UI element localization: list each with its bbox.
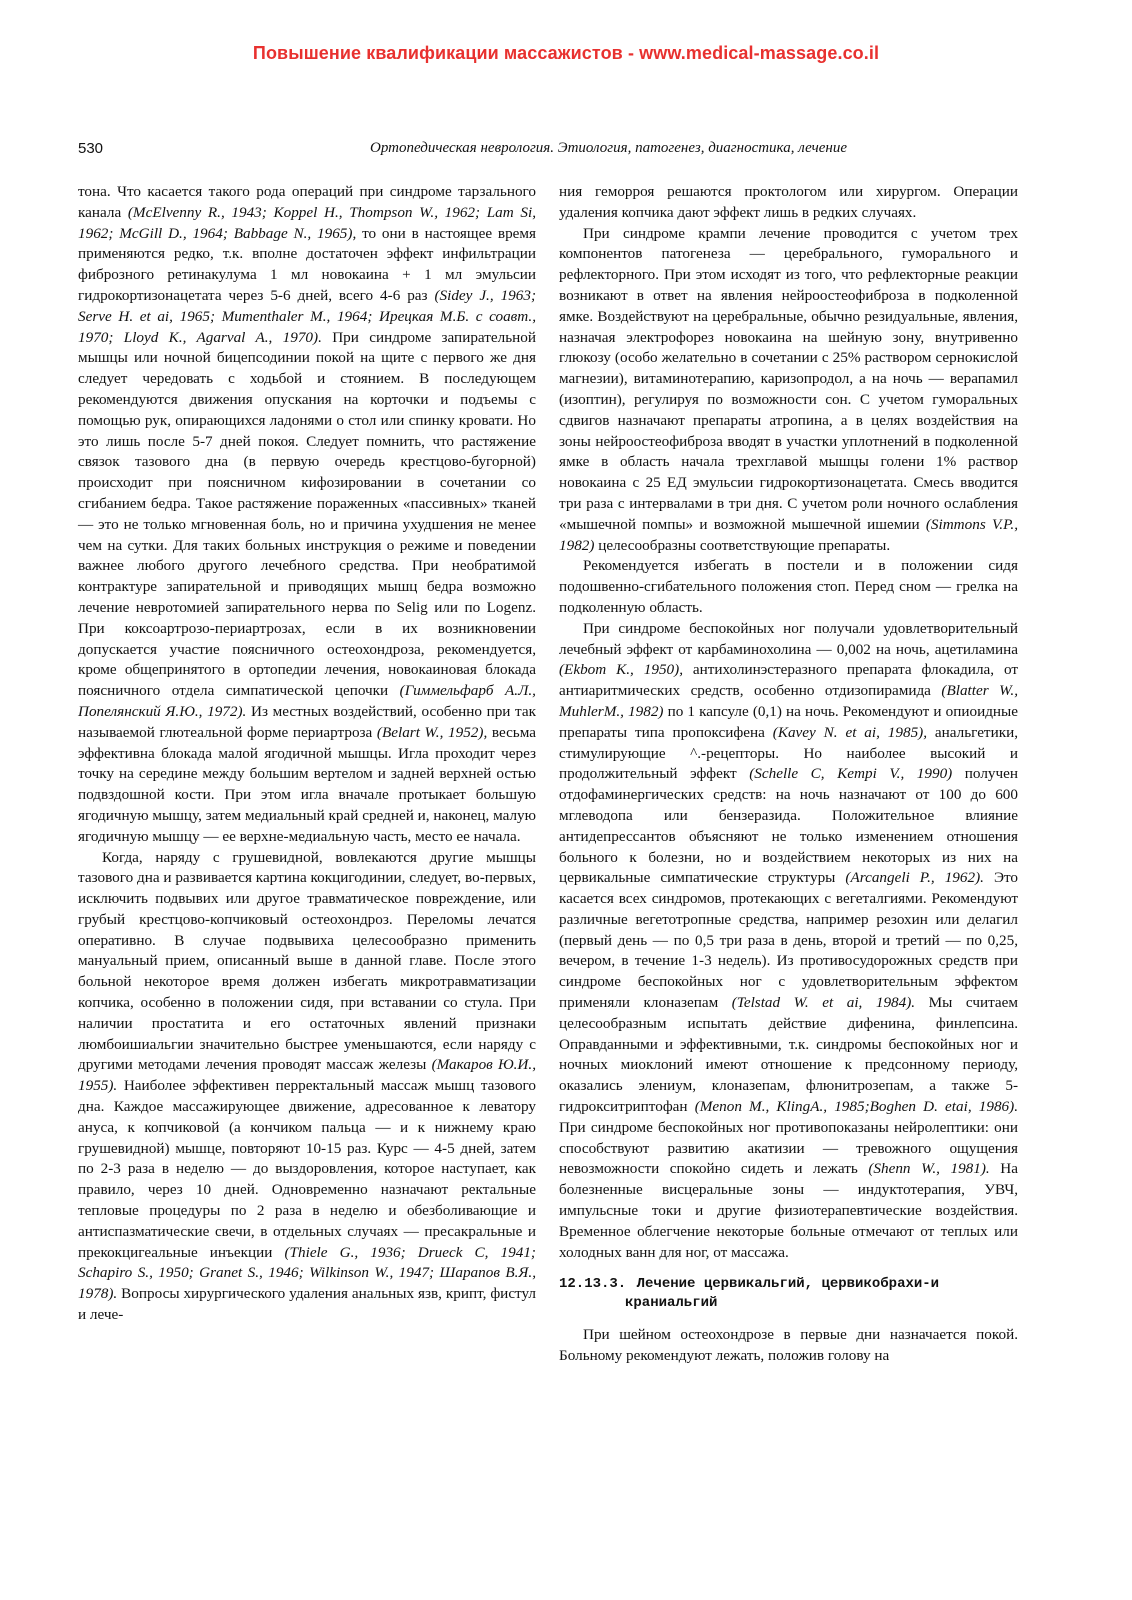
- text-run: ния геморроя решаются проктологом или хирургом. Операции удаления копчика дают эффект лишь в редких случаях.: [559, 183, 1018, 221]
- text-run: На болезненные висцеральные зоны — индуктотерапия, УВЧ, импульсные токи и другие физиотерапевтические воздействия. Временное облегчение некоторые больные отмечают от теплых или холодных ванн для ног, от массажа.: [559, 1160, 1018, 1261]
- text-run: по 1 капсуле (0,1) на ночь. Рекомендуют и опиоидные препараты типа пропоксифена: [559, 702, 1018, 741]
- section-title-line1: Лечение цервикальгий, цервикобрахи-и: [636, 1276, 940, 1293]
- text-run: Когда, наряду с грушевидной, вовлекаются другие мышцы тазового дна и развивается картина кокцигодинии, следует, во-первых, исключить подвывих или другое травматическое повреждение, или грубый крестцово-копчиковый остеохондроз. Переломы лечатся оперативно. В случае подвывиха целесообразно применить мануальный прием, описанный выше в данной главе. После этого больной некоторое время должен избегать микротравматизации копчика, особенно в положении сидя, при вставании со стула. При наличии простатита и его остаточных явлений признаки люмбоишиальгии значительно быстрее уменьшаются, если наряду с другими методами лечения проводят массаж железы: [78, 848, 536, 1074]
- right-column-body: [559, 182, 1018, 1263]
- text-run: При синдроме беспокойных ног противопоказаны нейролептики: они способствуют развитию акатизии — тревожного ощущения невозможности спокойно сидеть и лежать: [559, 1118, 1018, 1178]
- paragraph: [559, 619, 1018, 1264]
- text-run: то они в настоящее время применяются редко, т.к. вполне достаточен эффект инфильтрации фиброзного ретинакулума 1 мл новокаина + 1 мл эмульсии гидрокортизонацетата через 5-6 дней, всего 4-6 раз: [78, 224, 536, 304]
- citation: (Гиммельфарб А.Л., Попелянский Я.Ю., 1972).: [78, 682, 536, 720]
- citation: (Simmons V.P., 1982): [559, 515, 1019, 554]
- section-body: [559, 1325, 1018, 1367]
- citation: (Menon M., KlingA., 1985;Boghen D. etai, 1986).: [694, 1098, 1018, 1116]
- text-run: получен отдофаминергических средств: на ночь назначают от 100 до 600 мглеводопа или бензеразида. Положительное влияние антидепрессантов объясняют не только изменением отношения больного к болезни, но и воздействием некоторых из них на цервикальные симпатические структуры: [559, 765, 1018, 887]
- citation: (Blatter W., MuhlerM., 1982): [559, 682, 1018, 720]
- running-title: Ортопедическая неврология. Этиология, патогенез, диагностика, лечение: [370, 140, 847, 156]
- paragraph: [559, 224, 1018, 557]
- text-run: антихолинэстеразного препарата флокадила, от антиаритмических средств, особенно отдизопирамида: [559, 661, 1018, 700]
- text-run: При синдроме беспокойных ног получали удовлетворительный лечебный эффект от карбаминохолина — 0,002 на ночь, ацетиламина: [559, 619, 1018, 658]
- paragraph: [78, 182, 536, 848]
- right-column: [559, 182, 1018, 1367]
- running-head: [78, 140, 847, 162]
- text-run: Из местных воздействий, особенно при так называемой глютеальной форме периартроза: [78, 702, 536, 741]
- text-run: При синдроме крампи лечение проводится с учетом трех компонентов патогенеза — церебрального, гуморального и рефлекторного. При этом исходят из того, что рефлекторные реакции возникают в ответ на явления нейроостеофиброза в подколенной ямке. Воздействуют на церебральные, обычно резидуальные, явления, назначая электрофорез новокаина на шейную зону, внутривенно глюкозу (особо желательно в сочетании с 25% раствором сернокислой магнезии), витаминотерапию, каризопродол, а на ночь — верапамил (изоптин), регулируя по возможности сон. С учетом гуморальных сдвигов назначают препараты атропина, а в целях воздействия на зоны нейроостеофиброза вводят в участки уплотнений в подколенной ямке в область начала трехглавой мышцы голени 1% раствор новокаина с 25 ЕД эмульсии гидрокортизонацетата. Смесь вводится три раза с интервалами в три дня. С учетом роли ночного ослабления «мышечной помпы» и возможной мышечной ишемии: [559, 224, 1018, 533]
- paragraph: [559, 556, 1018, 618]
- text-run: Это касается всех синдромов, протекающих с вегеталгиями. Рекомендуют различные вегетотропные средства, например резохин или делагил (первый день — по 0,5 три раза в день, второй и третий — по 0,25, вечером, в течение 1-3 недель). Из противосудорожных средств при синдроме беспокойных ног с удовлетворительным эффектом применяли клоназепам: [559, 869, 1018, 1012]
- text-run: весьма эффективна блокада малой ягодичной мышцы. Игла проходит через точку на середине между большим вертелом и задней верхней остью подвздошной кости. При этом игла вначале протыкает большую ягодичную мышцу, затем медиальный край средней и, наконец, малую ягодичную мышцу — ее верхне-медиальную часть, место ее начала.: [78, 723, 536, 845]
- citation: (Ekbom K., 1950),: [559, 661, 683, 679]
- text-run: Мы считаем целесообразным испытать действие дифенина, финлепсина. Оправданными и эффективными, т.к. синдромы беспокойных ног и ночных миоклоний имеют отношение к предсонному периоду, оказались элениум, клоназепам, флюнитрозепам, а также 5-гидрокситриптофан: [559, 994, 1018, 1116]
- citation: (Belart W., 1952),: [376, 723, 488, 741]
- section-title-line2: краниальгий: [625, 1295, 718, 1312]
- section-number: 12.13.3.: [559, 1276, 627, 1293]
- text-run: При шейном остеохондрозе в первые дни назначается покой. Больному рекомендуют лежать, положив голову на: [559, 1326, 1018, 1365]
- citation: (Kavey N. et ai, 1985),: [772, 723, 928, 741]
- citation: (Sidey J., 1963; Serve H. et ai, 1965; Mumenthaler M., 1964; Ирецкая М.Б. с соавт., 1970; Lloyd K., Agarval A., 1970).: [78, 286, 536, 346]
- left-column: [78, 182, 536, 1326]
- citation: (Arcangeli P., 1962).: [845, 869, 984, 887]
- text-run: анальгетики, стимулирующие ^.-рецепторы. Но наиболее высокий и продолжительный эффект: [559, 723, 1019, 783]
- paragraph: [559, 1325, 1018, 1367]
- citation: (McElvenny R., 1943; Koppel H., Thompson W., 1962; Lam Si, 1962; McGill D., 1964; Babbage N., 1965),: [78, 203, 536, 242]
- page-number: 530: [78, 140, 104, 157]
- text-run: тона. Что касается такого рода операций при синдроме тарзального канала: [78, 183, 536, 221]
- citation: (Telstad W. et ai, 1984).: [731, 994, 916, 1012]
- citation: (Макаров Ю.И., 1955).: [78, 1056, 536, 1095]
- citation: (Schelle C, Kempi V., 1990): [749, 765, 953, 783]
- section-heading: [559, 1275, 1018, 1313]
- paragraph: [78, 848, 536, 1326]
- citation: (Thiele G., 1936; Drueck C, 1941; Schapiro S., 1950; Granet S., 1946; Wilkinson W., 1947; Шарапов В.Я., 1978).: [78, 1243, 536, 1303]
- text-run: Вопросы хирургического удаления анальных язв, крипт, фистул и лече-: [78, 1285, 536, 1324]
- site-banner: Повышение квалификации массажистов - www.medical-massage.co.il: [252, 43, 880, 63]
- paragraph: [559, 182, 1018, 224]
- text-run: целесообразны соответствующие препараты.: [594, 536, 891, 554]
- text-run: Наиболее эффективен перректальный массаж мышц тазового дна. Каждое массажирующее движение, адресованное к леватору ануса, к копчиковой (а кончиком пальца — и к нижнему краю грушевидной) мышце, повторяют 10-15 раз. Курс — 4-5 дней, затем по 2-3 раза в неделю — до выздоровления, которое наступает, как правило, через 10 дней. Одновременно назначают ректальные тепловые процедуры по 2 раза в неделю и обезболивающие и антиспазматические свечи, в отдельных случаях — пресакральные и прекокцигеальные инъекции: [78, 1077, 536, 1261]
- text-run: Рекомендуется избегать в постели и в положении сидя подошвенно-сгибательного положения стоп. Перед сном — грелка на подколенную область.: [559, 557, 1018, 616]
- text-run: При синдроме запирательной мышцы или ночной бицепсодинии покой на щите с первого же дня следует чередовать с ходьбой и стоянием. В последующем рекомендуются движения опускания на корточки и подъемы с помощью рук, опирающихся ладонями о стол или спинку кровати. Но это лишь после 5-7 дней покоя. Следует помнить, что растяжение связок тазового дна (в первую очередь крестцово-бугорной) происходит при поясничном кифозировании в сочетании со сгибанием бедра. Такое растяжение пораженных «пассивных» тканей — это не только мгновенная боль, но и причина ухудшения не менее чем на сутки. Для таких больных инструкция о режиме и поведении важнее любого другого лечебного средства. При необратимой контрактуре запирательной и приводящих мышц бедра возможно лечение невротомией запирательного нерва по Selig или по Logenz. При коксоартрозо-периартрозах, если в их возникновении допускается участие поясничного остеохондроза, рекомендуется, кроме общепринятого в ортопедии лечения, новокаиновая блокада поясничного отдела симпатической цепочки: [78, 328, 536, 700]
- citation: (Shenn W., 1981).: [868, 1160, 990, 1178]
